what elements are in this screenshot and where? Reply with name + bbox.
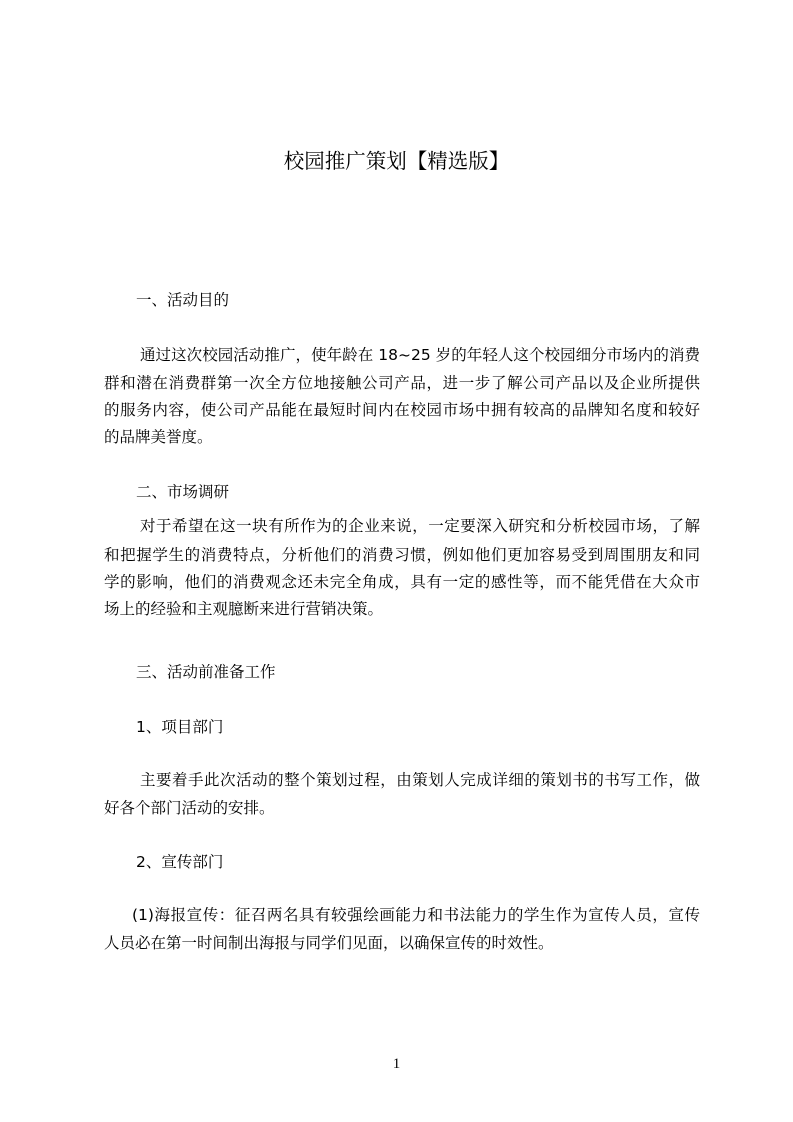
paragraph-line: 和把握学生的消费特点，分析他们的消费习惯，例如他们更加容易受到周围朋友和同 [104,546,700,564]
paragraph-line: 群和潜在消费群第一次全方位地接触公司产品，进一步了解公司产品以及企业所提供 [104,374,700,392]
paragraph-line: 好各个部门活动的安排。 [104,799,275,817]
paragraph-line: 主要着手此次活动的整个策划过程，由策划人完成详细的策划书的书写工作，做 [140,771,700,789]
document-title: 校园推广策划【精选版】 [283,149,510,173]
section-heading: 三、活动前准备工作 [136,663,276,681]
section-heading: 一、活动目的 [136,291,230,309]
paragraph-line: 场上的经验和主观臆断来进行营销决策。 [104,600,384,618]
paragraph-line: 学的影响，他们的消费观念还未完全角成，具有一定的感性等，而不能凭借在大众市 [104,573,700,591]
subsection-heading: 1、项目部门 [136,718,224,736]
section-heading: 二、市场调研 [136,483,230,501]
paragraph-line: 的品牌美誉度。 [104,428,213,446]
paragraph-line: 对于希望在这一块有所作为的企业来说，一定要深入研究和分析校园市场，了解 [140,517,700,535]
subsection-heading: 2、宣传部门 [136,853,224,871]
paragraph-line: (1)海报宣传：征召两名具有较强绘画能力和书法能力的学生作为宣传人员，宣传 [132,906,700,924]
paragraph-line: 通过这次校园活动推广，使年龄在 18~25 岁的年轻人这个校园细分市场内的消费 [140,346,700,364]
paragraph-line: 人员必在第一时间制出海报与同学们见面，以确保宣传的时效性。 [104,934,554,952]
page-number: 1 [392,1056,401,1072]
paragraph-line: 的服务内容，使公司产品能在最短时间内在校园市场中拥有较高的品牌知名度和较好 [104,401,700,419]
